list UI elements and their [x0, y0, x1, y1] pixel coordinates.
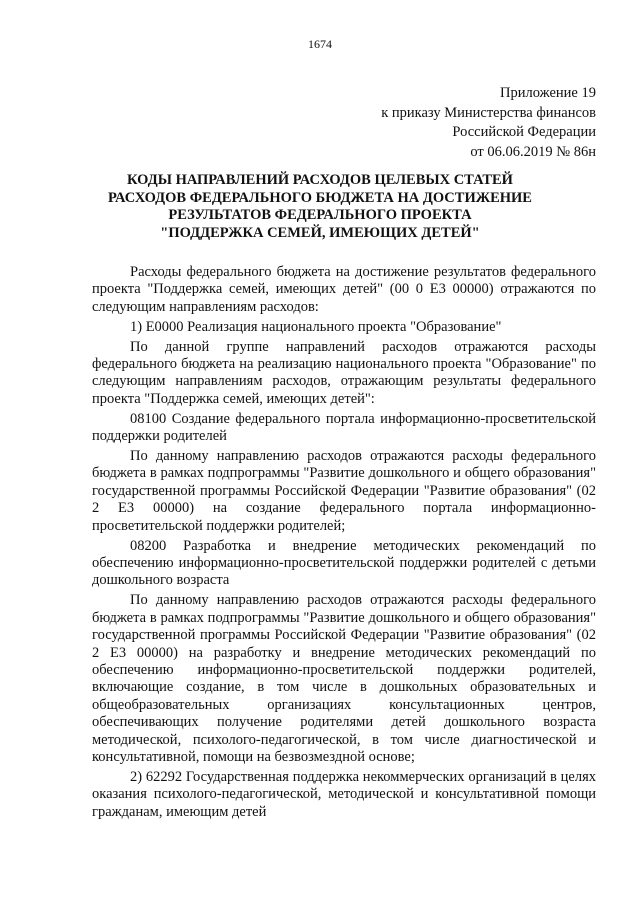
- paragraph-62292-heading: 2) 62292 Государственная поддержка некоммерческих организаций в целях оказания психолого-педагогической, методической и консультативной помощи гражданам, имеющим детей: [92, 768, 596, 820]
- appendix-order-ref: к приказу Министерства финансов: [381, 104, 596, 121]
- appendix-date: от 06.06.2019 № 86н: [470, 143, 596, 160]
- title-line-3: РЕЗУЛЬТАТОВ ФЕДЕРАЛЬНОГО ПРОЕКТА: [168, 207, 472, 223]
- appendix-header: [381, 84, 596, 162]
- appendix-number: Приложение 19: [500, 85, 596, 101]
- paragraph-e0000-description: По данной группе направлений расходов отражаются расходы федерального бюджета на реализацию национального проекта "Образование" по следующим направлениям расходов, отражающим результаты федерального проекта "Поддержка семей, имеющих детей":: [92, 338, 596, 407]
- paragraph-intro: Расходы федерального бюджета на достижение результатов федерального проекта "Поддержка семей, имеющих детей" (00 0 Е3 00000) отражаются по следующим направлениям расходов:: [92, 264, 596, 315]
- paragraph-08200-heading: 08200 Разработка и внедрение методических рекомендаций по обеспечению информационно-просветительской поддержки родителей с детьми дошкольного возраста: [92, 537, 596, 589]
- title-line-4: "ПОДДЕРЖКА СЕМЕЙ, ИМЕЮЩИХ ДЕТЕЙ": [160, 224, 480, 241]
- document-body: [92, 264, 596, 824]
- appendix-ministry: Российской Федерации: [452, 124, 596, 140]
- document-title: [40, 172, 600, 242]
- page-number: 1674: [308, 37, 332, 51]
- title-line-2: РАСХОДОВ ФЕДЕРАЛЬНОГО БЮДЖЕТА НА ДОСТИЖЕНИЕ: [108, 189, 532, 206]
- paragraph-08200-description: По данному направлению расходов отражаются расходы федерального бюджета в рамках подпрограммы "Развитие дошкольного и общего образования" государственной программы Российской Федерации "Развитие образования" (02 2 Е3 00000) на разработку и внедрение методических рекомендаций по обеспечению информационно-просветительской поддержки родителей, включающие создание, в том числе в дошкольных образовательных и общеобразовательных организациях консультационных центров, обеспечивающих получение родителями детей дошкольного возраста методической, психолого-педагогической, в том числе диагностической и консультативной, помощи на безвозмездной основе;: [92, 592, 596, 765]
- paragraph-e0000-heading: 1) Е0000 Реализация национального проекта "Образование": [130, 318, 502, 335]
- title-line-1: КОДЫ НАПРАВЛЕНИЙ РАСХОДОВ ЦЕЛЕВЫХ СТАТЕЙ: [127, 172, 513, 188]
- paragraph-08100-heading: 08100 Создание федерального портала информационно-просветительской поддержки родителей: [92, 410, 596, 445]
- paragraph-08100-description: По данному направлению расходов отражаются расходы федерального бюджета в рамках подпрограммы "Развитие дошкольного и общего образования" государственной программы Российской Федерации "Развитие образования" (02 2 Е3 00000) на создание федерального портала информационно-просветительской поддержки родителей;: [92, 448, 596, 534]
